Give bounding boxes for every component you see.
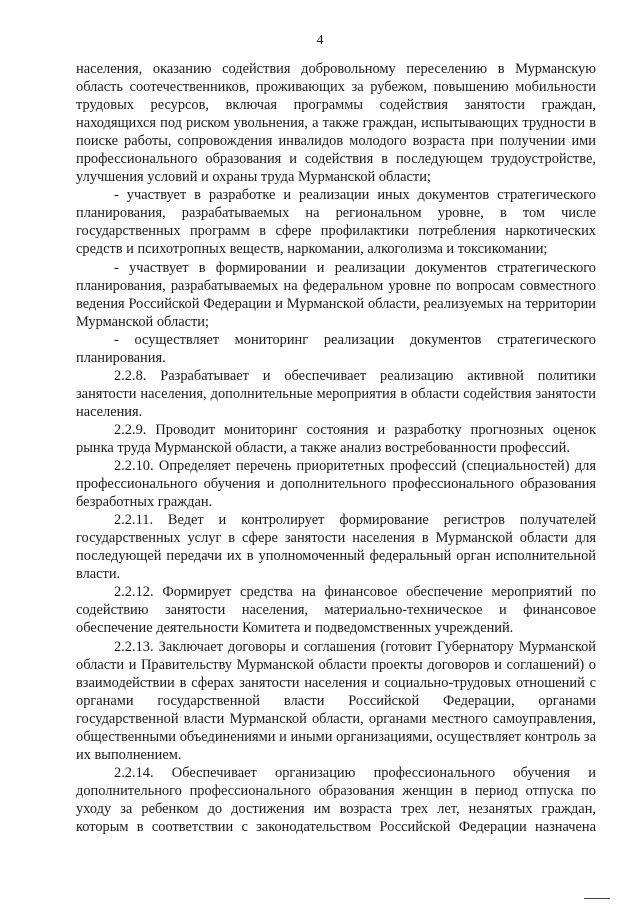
paragraph-regional-planning: - участвует в разработке и реализации иных документов стратегического планирования, разрабатываемых на региональном уровне, в том числе государственных программ в сфере профилактики потребления наркотических средств и психотропных веществ, наркомании, алкоголизма и токсикомании; <box>76 187 596 258</box>
paragraph-2-2-8: 2.2.8. Разрабатывает и обеспечивает реализацию активной политики занятости населения, дополнительные мероприятия в области содействия занятости населения. <box>76 367 596 420</box>
paragraph-2-2-12: 2.2.12. Формирует средства на финансовое обеспечение мероприятий по содействию занятости населения, материально-техническое и финансовое обеспечение деятельности Комитета и подведомственных учреждений. <box>76 584 596 637</box>
paragraph-2-2-10: 2.2.10. Определяет перечень приоритетных профессий (специальностей) для профессионального обучения и дополнительного профессионального образования безработных граждан. <box>76 458 596 511</box>
paragraph-population-programs: населения, оказанию содействия добровольному переселению в Мурманскую область соотечественников, проживающих за рубежом, повышению мобильности трудовых ресурсов, включая программы содействия занятости граждан, находящихся под риском увольнения, а также граждан, испытывающих трудности в поиске работы, сопровождения инвалидов молодого возраста при получении ими профессионального образования и содействия в последующем трудоустройстве, улучшения условий и охраны труда Мурманской области; <box>76 61 596 186</box>
paragraph-2-2-14: 2.2.14. Обеспечивает организацию профессионального обучения и дополнительного профессионального образования женщин в период отпуска по уходу за ребенком до достижения им возраста трех лет, незанятых граждан, которым в соответствии с законодательством Российской Федерации назначена <box>76 764 596 835</box>
paragraph-monitoring-planning: - осуществляет мониторинг реализации документов стратегического планирования. <box>76 331 596 366</box>
scan-corner-mark <box>584 898 610 899</box>
document-body <box>76 60 596 836</box>
paragraph-2-2-13: 2.2.13. Заключает договоры и соглашения (готовит Губернатору Мурманской области и Правительству Мурманской области проекты договоров и соглашений) о взаимодействии в сферах занятости населения и социально-трудовых отношений с органами государственной власти Российской Федерации, органами государственной власти Мурманской области, органами местного самоуправления, общественными объединениями и иными организациями, осуществляет контроль за их выполнением. <box>76 638 596 763</box>
paragraph-2-2-11: 2.2.11. Ведет и контролирует формирование регистров получателей государственных услуг в сфере занятости населения в Мурманской области для последующей передачи их в уполномоченный федеральный орган исполнительной власти. <box>76 512 596 583</box>
paragraph-federal-planning: - участвует в формировании и реализации документов стратегического планирования, разрабатываемых на федеральном уровне по вопросам совместного ведения Российской Федерации и Мурманской области, реализуемых на территории Мурманской области; <box>76 259 596 330</box>
page-number: 4 <box>316 33 324 48</box>
paragraph-2-2-9: 2.2.9. Проводит мониторинг состояния и разработку прогнозных оценок рынка труда Мурманской области, а также анализ востребованности профессий. <box>76 421 596 456</box>
